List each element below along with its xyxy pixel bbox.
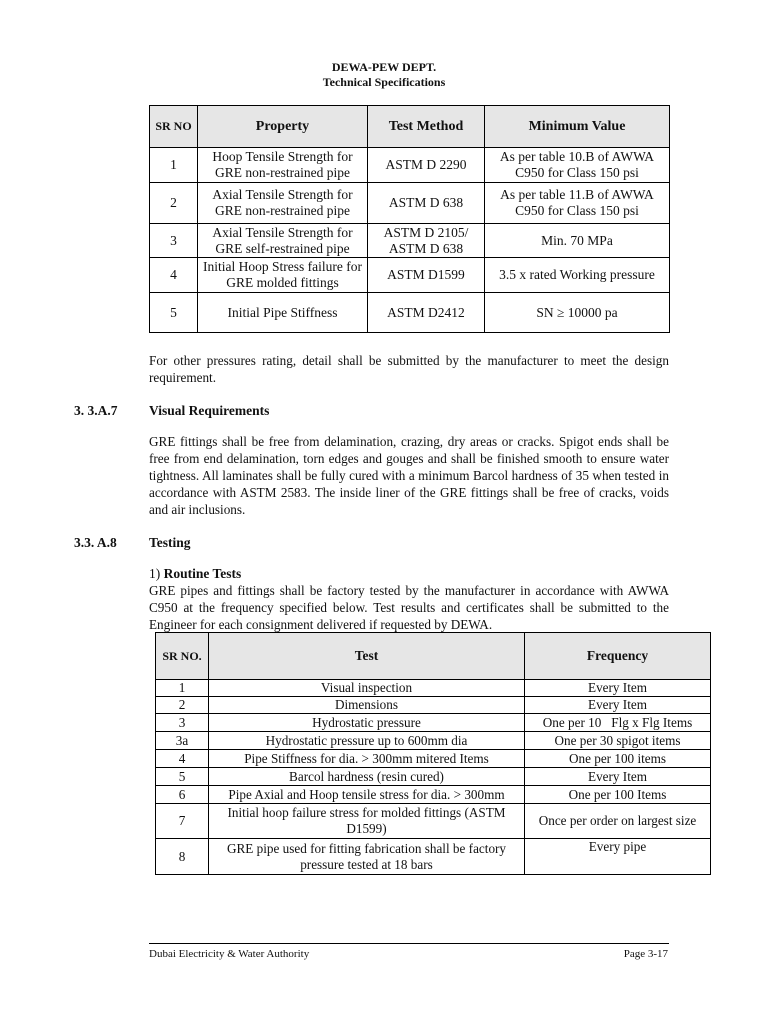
- cell-test: Dimensions: [209, 697, 525, 714]
- cell-test: GRE pipe used for fitting fabrication shall be factory pressure tested at 18 bars: [209, 839, 525, 875]
- cell-sr: 6: [156, 786, 209, 804]
- cell-value: 3.5 x rated Working pressure: [485, 258, 670, 293]
- table-row: [156, 732, 711, 750]
- routine-tests-title: Routine Tests: [163, 566, 242, 581]
- pressures-note: For other pressures rating, detail shall be submitted by the manufacturer to meet the design requirement.: [149, 353, 669, 385]
- cell-sr: 7: [156, 804, 209, 839]
- cell-sr: 4: [156, 750, 209, 768]
- cell-sr: 8: [156, 839, 209, 875]
- col-header-sr: SR NO.: [156, 633, 209, 680]
- footer-page-number: Page 3-17: [623, 948, 668, 960]
- table-row: [156, 750, 711, 768]
- cell-frequency: One per 30 spigot items: [525, 732, 711, 750]
- routine-tests-heading: [149, 566, 241, 582]
- cell-property: Axial Tensile Strength for GRE non-restrained pipe: [198, 183, 368, 224]
- table-row: [156, 786, 711, 804]
- cell-frequency: Once per order on largest size: [525, 804, 711, 839]
- cell-sr: 3: [150, 224, 198, 258]
- table-row: [150, 183, 670, 224]
- cell-property: Axial Tensile Strength for GRE self-restrained pipe: [198, 224, 368, 258]
- cell-test: Pipe Stiffness for dia. > 300mm mitered Items: [209, 750, 525, 768]
- cell-value: Min. 70 MPa: [485, 224, 670, 258]
- cell-sr: 3a: [156, 732, 209, 750]
- cell-method: ASTM D 2290: [368, 148, 485, 183]
- cell-test: Initial hoop failure stress for molded fittings (ASTM D1599): [209, 804, 525, 839]
- cell-property: Initial Hoop Stress failure for GRE molded fittings: [198, 258, 368, 293]
- col-header-test-method: Test Method: [368, 106, 485, 148]
- cell-sr: 2: [150, 183, 198, 224]
- properties-table: [149, 105, 670, 333]
- cell-sr: 1: [150, 148, 198, 183]
- cell-sr: 5: [156, 768, 209, 786]
- cell-method: ASTM D1599: [368, 258, 485, 293]
- cell-frequency: Every pipe: [525, 839, 711, 875]
- table-row: [150, 293, 670, 333]
- cell-sr: 5: [150, 293, 198, 333]
- cell-property: Initial Pipe Stiffness: [198, 293, 368, 333]
- cell-test: Hydrostatic pressure: [209, 714, 525, 732]
- footer-organization: Dubai Electricity & Water Authority: [149, 948, 310, 960]
- col-header-property: Property: [198, 106, 368, 148]
- cell-test: Hydrostatic pressure up to 600mm dia: [209, 732, 525, 750]
- cell-sr: 3: [156, 714, 209, 732]
- footer-divider: [149, 943, 669, 944]
- cell-method: ASTM D2412: [368, 293, 485, 333]
- cell-frequency: One per 100 items: [525, 750, 711, 768]
- document-subtitle: Technical Specifications: [322, 75, 446, 89]
- cell-frequency: Every Item: [525, 768, 711, 786]
- table-row: [150, 148, 670, 183]
- cell-test: Barcol hardness (resin cured): [209, 768, 525, 786]
- cell-test: Pipe Axial and Hoop tensile stress for dia. > 300mm: [209, 786, 525, 804]
- cell-frequency: Every Item: [525, 680, 711, 697]
- cell-value: SN ≥ 10000 pa: [485, 293, 670, 333]
- table-row: [156, 680, 711, 697]
- section-title-testing: Testing: [149, 535, 191, 550]
- section-number-testing: 3.3. A.8: [74, 535, 117, 550]
- routine-tests-number: 1): [149, 566, 164, 581]
- col-header-minimum-value: Minimum Value: [485, 106, 670, 148]
- table-row: [150, 258, 670, 293]
- section-title-visual: Visual Requirements: [149, 403, 270, 418]
- cell-method: ASTM D 2105/ ASTM D 638: [368, 224, 485, 258]
- visual-requirements-text: GRE fittings shall be free from delamination, crazing, dry areas or cracks. Spigot ends shall be free from end delamination, torn edges and gouges and shall be finished smooth to ensure water tightness. All laminates shall be fully cured with a minimum Barcol hardness of 35 when tested in accordance with ASTM 2583. The inside liner of the GRE fittings shall be free of cracks, voids and air inclusions.: [149, 434, 669, 517]
- cell-method: ASTM D 638: [368, 183, 485, 224]
- cell-frequency: Every Item: [525, 697, 711, 714]
- cell-property: Hoop Tensile Strength for GRE non-restrained pipe: [198, 148, 368, 183]
- table-header-row: [156, 633, 711, 680]
- col-header-sr: SR NO: [150, 106, 198, 148]
- cell-sr: 4: [150, 258, 198, 293]
- col-header-test: Test: [209, 633, 525, 680]
- routine-tests-text: GRE pipes and fittings shall be factory tested by the manufacturer in accordance with AWWA C950 at the frequency specified below. Test results and certificates shall be submitted to the Engineer for each consignment delivered if requested by DEWA.: [149, 583, 669, 632]
- cell-test: Visual inspection: [209, 680, 525, 697]
- table-row: [156, 804, 711, 839]
- cell-sr: 2: [156, 697, 209, 714]
- cell-frequency: One per 100 Items: [525, 786, 711, 804]
- cell-value: As per table 11.B of AWWA C950 for Class 150 psi: [485, 183, 670, 224]
- col-header-frequency: Frequency: [525, 633, 711, 680]
- table-row: [156, 768, 711, 786]
- section-number-visual: 3. 3.A.7: [74, 403, 118, 418]
- table-row: [156, 839, 711, 875]
- table-row: [150, 224, 670, 258]
- table-row: [156, 714, 711, 732]
- document-dept-header: DEWA-PEW DEPT.: [331, 60, 437, 74]
- cell-value: As per table 10.B of AWWA C950 for Class 150 psi: [485, 148, 670, 183]
- cell-frequency: One per 10 Flg x Flg Items: [525, 714, 711, 732]
- table-header-row: [150, 106, 670, 148]
- cell-sr: 1: [156, 680, 209, 697]
- routine-tests-table: [155, 632, 711, 875]
- table-row: [156, 697, 711, 714]
